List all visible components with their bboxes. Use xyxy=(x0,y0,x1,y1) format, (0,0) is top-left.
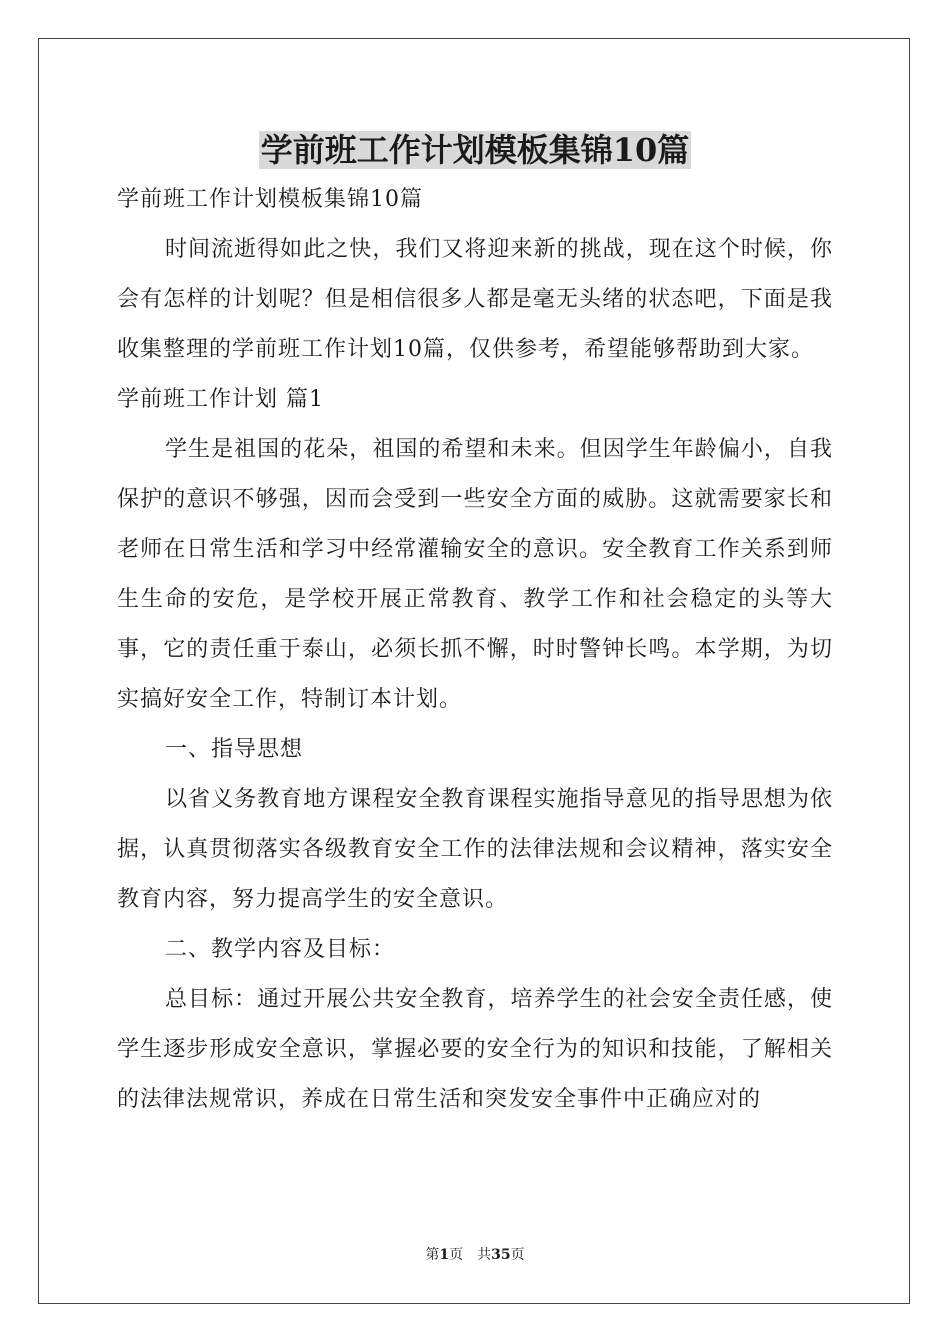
page-unit: 页 xyxy=(449,1247,464,1263)
paragraph: 一、指导思想 xyxy=(165,737,304,762)
document-title-text: 学前班工作计划模板集锦10篇 xyxy=(260,131,690,169)
document-body xyxy=(117,175,833,1125)
page-footer xyxy=(0,1245,950,1265)
paragraph: 二、教学内容及目标： xyxy=(165,937,396,962)
total-page-count: 35 xyxy=(491,1247,511,1263)
total-prefix: 共 xyxy=(477,1247,492,1263)
page-prefix: 第 xyxy=(425,1247,440,1263)
paragraph: 学前班工作计划模板集锦10篇 xyxy=(117,187,423,212)
paragraph: 总目标：通过开展公共安全教育，培养学生的社会安全责任感，使学生逐步形成安全意识，掌握必要的安全行为的知识和技能，了解相关的法律法规常识，养成在日常生活和突发安全事件中正确应对的 xyxy=(117,987,833,1112)
current-page-number: 1 xyxy=(439,1247,450,1263)
paragraph: 学生是祖国的花朵，祖国的希望和未来。但因学生年龄偏小，自我保护的意识不够强，因而会受到一些安全方面的威胁。这就需要家长和老师在日常生活和学习中经常灌输安全的意识。安全教育工作关系到师生生命的安危，是学校开展正常教育、教学工作和社会稳定的头等大事，它的责任重于泰山，必须长抓不懈，时时警钟长鸣。本学期，为切实搞好安全工作，特制订本计划。 xyxy=(117,437,833,712)
paragraph: 以省义务教育地方课程安全教育课程实施指导意见的指导思想为依据，认真贯彻落实各级教育安全工作的法律法规和会议精神，落实安全教育内容，努力提高学生的安全意识。 xyxy=(117,787,833,912)
paragraph: 学前班工作计划 篇1 xyxy=(117,387,324,412)
document-title xyxy=(0,125,950,175)
total-unit: 页 xyxy=(510,1247,525,1263)
paragraph: 时间流逝得如此之快，我们又将迎来新的挑战，现在这个时候，你会有怎样的计划呢？但是相信很多人都是毫无头绪的状态吧，下面是我收集整理的学前班工作计划10篇，仅供参考，希望能够帮助到大家。 xyxy=(117,237,833,362)
